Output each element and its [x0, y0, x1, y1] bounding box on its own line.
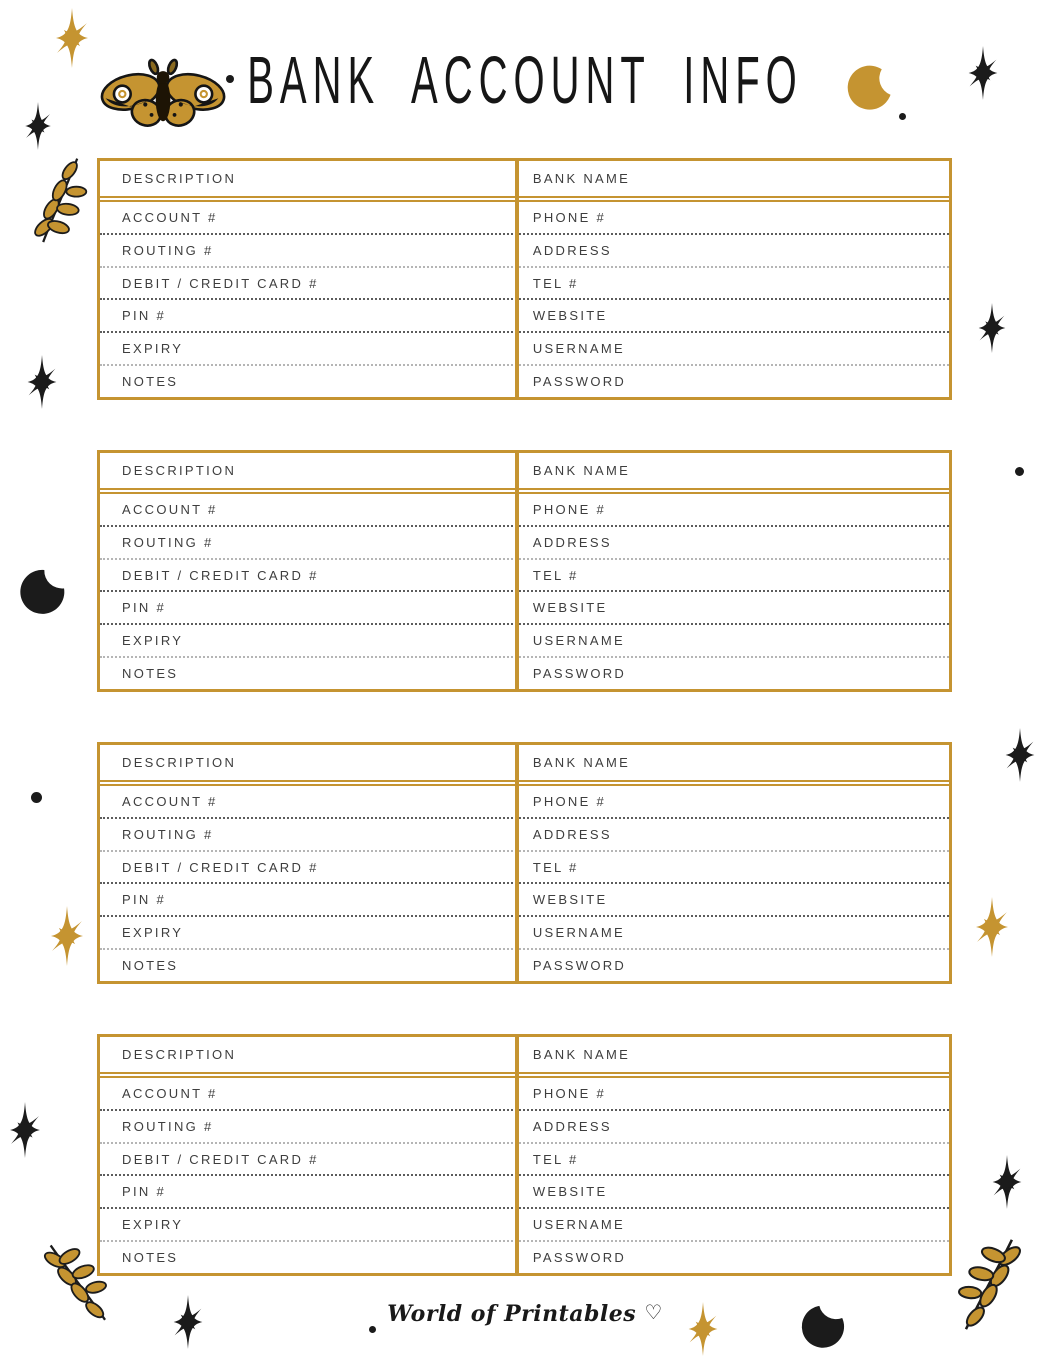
field-label-phone-number: PHONE #: [532, 209, 607, 225]
bank-info-table: [97, 742, 952, 984]
page-title: BANK ACCOUNT INFO: [247, 44, 803, 118]
field-label-routing-number: ROUTING #: [122, 534, 214, 550]
field-cell: [100, 592, 517, 623]
field-cell: [517, 1144, 949, 1175]
field-row: [100, 915, 949, 948]
table-body: [100, 492, 949, 689]
field-row: [100, 331, 949, 364]
field-label-website: WEBSITE: [532, 600, 608, 616]
field-label-username: USERNAME: [532, 925, 625, 941]
header-label-description: DESCRIPTION: [122, 1047, 237, 1062]
field-cell: [100, 300, 517, 331]
field-row: [100, 656, 949, 689]
sparkle-star-icon: [24, 350, 60, 414]
field-label-username: USERNAME: [532, 1217, 625, 1233]
field-label-address: ADDRESS: [532, 534, 612, 550]
field-label-account-number: ACCOUNT #: [122, 501, 218, 517]
field-label-website: WEBSITE: [532, 308, 608, 324]
dot-icon: [1015, 467, 1024, 476]
field-label-routing-number: ROUTING #: [122, 826, 214, 842]
field-cell: [100, 884, 517, 915]
field-cell: [517, 884, 949, 915]
field-label-password: PASSWORD: [532, 1250, 627, 1266]
field-label-notes: NOTES: [122, 958, 179, 974]
sparkle-star-icon: [989, 1152, 1025, 1212]
field-row: [100, 1142, 949, 1175]
field-cell: [100, 333, 517, 364]
field-cell: [100, 1209, 517, 1240]
field-cell: [517, 625, 949, 656]
crescent-moon-icon: [840, 59, 897, 117]
field-label-pin: PIN #: [122, 600, 167, 616]
field-label-pin: PIN #: [122, 308, 167, 324]
field-label-debit-credit-card: DEBIT / CREDIT CARD #: [122, 567, 319, 583]
field-cell: [100, 819, 517, 850]
field-cell: [100, 917, 517, 948]
table-header-row: [100, 1037, 949, 1074]
field-cell: [517, 1209, 949, 1240]
field-cell: [517, 852, 949, 883]
bank-info-table: [97, 1034, 952, 1276]
field-cell: [100, 235, 517, 266]
field-cell: [517, 527, 949, 558]
field-cell: [517, 1176, 949, 1207]
field-cell: [517, 300, 949, 331]
field-cell: [517, 1242, 949, 1273]
header-cell-bank-name: [517, 1037, 949, 1072]
field-row: [100, 1109, 949, 1142]
field-cell: [100, 852, 517, 883]
field-cell: [100, 625, 517, 656]
header-label-bank-name: BANK NAME: [532, 1047, 631, 1062]
field-row: [100, 882, 949, 915]
table-body: [100, 200, 949, 397]
header-cell-description: [100, 161, 517, 196]
field-label-tel-number: TEL #: [532, 275, 579, 291]
field-label-expiry: EXPIRY: [122, 633, 184, 649]
dot-icon: [899, 113, 906, 120]
header-cell-bank-name: [517, 745, 949, 780]
field-cell: [100, 560, 517, 591]
field-cell: [100, 950, 517, 981]
field-label-tel-number: TEL #: [532, 859, 579, 875]
field-label-debit-credit-card: DEBIT / CREDIT CARD #: [122, 275, 319, 291]
moth-icon: [98, 46, 226, 140]
field-label-notes: NOTES: [122, 374, 179, 390]
field-label-notes: NOTES: [122, 1250, 179, 1266]
field-row: [100, 623, 949, 656]
field-cell: [100, 1176, 517, 1207]
heart-icon: ♡: [644, 1300, 663, 1324]
field-cell: [100, 1111, 517, 1142]
field-cell: [517, 560, 949, 591]
header-cell-bank-name: [517, 453, 949, 488]
dot-icon: [369, 1326, 376, 1333]
field-label-phone-number: PHONE #: [532, 793, 607, 809]
field-cell: [517, 1111, 949, 1142]
field-label-expiry: EXPIRY: [122, 925, 184, 941]
field-label-tel-number: TEL #: [532, 567, 579, 583]
sparkle-star-icon: [5, 1102, 45, 1158]
table-header-row: [100, 453, 949, 490]
sparkle-star-icon: [972, 893, 1012, 961]
field-row: [100, 1207, 949, 1240]
field-label-pin: PIN #: [122, 1184, 167, 1200]
bank-info-table: [97, 158, 952, 400]
field-label-username: USERNAME: [532, 633, 625, 649]
field-row: [100, 948, 949, 981]
field-row: [100, 1078, 949, 1109]
field-row: [100, 298, 949, 331]
field-cell: [517, 819, 949, 850]
field-cell: [100, 1078, 517, 1109]
field-label-address: ADDRESS: [532, 242, 612, 258]
table-body: [100, 1076, 949, 1273]
field-cell: [517, 658, 949, 689]
header-cell-description: [100, 745, 517, 780]
field-label-password: PASSWORD: [532, 666, 627, 682]
field-cell: [100, 494, 517, 525]
field-row: [100, 525, 949, 558]
header-cell-description: [100, 1037, 517, 1072]
dot-icon: [226, 75, 234, 83]
field-row: [100, 202, 949, 233]
field-cell: [517, 494, 949, 525]
field-label-website: WEBSITE: [532, 892, 608, 908]
column-divider: [515, 161, 519, 397]
field-row: [100, 266, 949, 299]
field-cell: [100, 658, 517, 689]
field-cell: [100, 527, 517, 558]
field-cell: [517, 592, 949, 623]
field-label-expiry: EXPIRY: [122, 1217, 184, 1233]
field-row: [100, 364, 949, 397]
field-label-address: ADDRESS: [532, 826, 612, 842]
field-cell: [517, 786, 949, 817]
field-label-debit-credit-card: DEBIT / CREDIT CARD #: [122, 1151, 319, 1167]
column-divider: [515, 745, 519, 981]
header-cell-bank-name: [517, 161, 949, 196]
table-header-row: [100, 161, 949, 198]
header-label-bank-name: BANK NAME: [532, 171, 631, 186]
field-label-address: ADDRESS: [532, 1118, 612, 1134]
column-divider: [515, 453, 519, 689]
header-label-bank-name: BANK NAME: [532, 463, 631, 478]
field-row: [100, 233, 949, 266]
field-label-account-number: ACCOUNT #: [122, 793, 218, 809]
header-label-description: DESCRIPTION: [122, 755, 237, 770]
field-row: [100, 786, 949, 817]
sparkle-star-icon: [47, 905, 87, 967]
field-label-notes: NOTES: [122, 666, 179, 682]
sparkle-star-icon: [972, 303, 1012, 353]
field-cell: [517, 268, 949, 299]
sparkle-star-icon: [18, 102, 58, 150]
field-row: [100, 558, 949, 591]
sparkle-star-icon: [50, 8, 94, 68]
footer-text: World of Printables: [387, 1301, 637, 1327]
field-cell: [517, 950, 949, 981]
field-cell: [517, 235, 949, 266]
field-cell: [100, 786, 517, 817]
field-label-routing-number: ROUTING #: [122, 242, 214, 258]
field-label-password: PASSWORD: [532, 958, 627, 974]
table-body: [100, 784, 949, 981]
field-label-username: USERNAME: [532, 341, 625, 357]
field-cell: [100, 1242, 517, 1273]
header-label-description: DESCRIPTION: [122, 463, 237, 478]
sparkle-star-icon: [1002, 726, 1038, 784]
field-label-account-number: ACCOUNT #: [122, 1085, 218, 1101]
sparkle-star-icon: [965, 40, 1001, 106]
field-cell: [517, 366, 949, 397]
field-label-phone-number: PHONE #: [532, 1085, 607, 1101]
table-header-row: [100, 745, 949, 782]
footer-credit: [0, 1300, 1050, 1327]
field-label-account-number: ACCOUNT #: [122, 209, 218, 225]
field-row: [100, 817, 949, 850]
field-row: [100, 1174, 949, 1207]
bank-info-table: [97, 450, 952, 692]
field-row: [100, 1240, 949, 1273]
field-cell: [100, 202, 517, 233]
header-label-description: DESCRIPTION: [122, 171, 237, 186]
field-cell: [517, 202, 949, 233]
field-cell: [517, 333, 949, 364]
laurel-branch-icon: [20, 152, 99, 247]
field-cell: [517, 1078, 949, 1109]
field-row: [100, 850, 949, 883]
field-cell: [517, 917, 949, 948]
field-cell: [100, 366, 517, 397]
header-cell-description: [100, 453, 517, 488]
field-row: [100, 590, 949, 623]
dot-icon: [31, 792, 42, 803]
crescent-moon-icon: [9, 561, 73, 625]
field-label-tel-number: TEL #: [532, 1151, 579, 1167]
field-label-routing-number: ROUTING #: [122, 1118, 214, 1134]
field-label-website: WEBSITE: [532, 1184, 608, 1200]
field-cell: [100, 268, 517, 299]
field-cell: [100, 1144, 517, 1175]
field-label-expiry: EXPIRY: [122, 341, 184, 357]
field-label-phone-number: PHONE #: [532, 501, 607, 517]
field-label-password: PASSWORD: [532, 374, 627, 390]
column-divider: [515, 1037, 519, 1273]
field-row: [100, 494, 949, 525]
field-label-debit-credit-card: DEBIT / CREDIT CARD #: [122, 859, 319, 875]
header-label-bank-name: BANK NAME: [532, 755, 631, 770]
field-label-pin: PIN #: [122, 892, 167, 908]
